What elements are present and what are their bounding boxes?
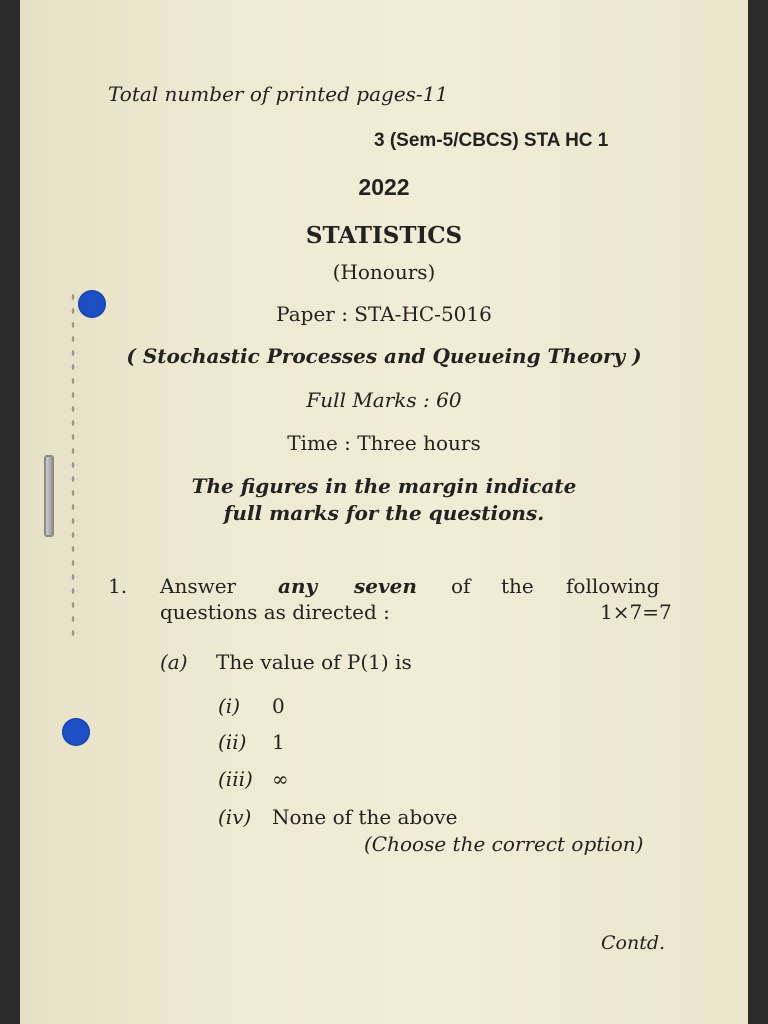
option-label: (ii) (218, 730, 247, 754)
question-text: questions as directed : (160, 600, 390, 624)
instruction: (Choose the correct option) (364, 832, 644, 856)
printed-pages-note: Total number of printed pages-11 (108, 82, 449, 106)
question-word: the (501, 574, 534, 598)
exam-year: 2022 (358, 174, 410, 200)
option-label: (iii) (218, 767, 253, 791)
punch-hole (62, 718, 90, 746)
option-text: 1 (272, 730, 285, 754)
question-marks: 1×7=7 (600, 600, 672, 624)
honours-label: (Honours) (332, 260, 436, 284)
option-text: ∞ (272, 767, 289, 791)
option-text: 0 (272, 694, 285, 718)
marks-note-line1: The figures in the margin indicate (191, 474, 577, 498)
subject-title: STATISTICS (305, 222, 463, 249)
question-number: 1. (108, 574, 128, 598)
question-word: of (451, 574, 471, 598)
paper-number: Paper : STA-HC-5016 (276, 302, 492, 326)
option-label: (i) (218, 694, 241, 718)
question-word: seven (354, 574, 417, 598)
question-word: following (566, 574, 660, 598)
option-text: None of the above (272, 805, 458, 829)
perforation (70, 290, 78, 640)
paper-title: ( Stochastic Processes and Queueing Theory ) (126, 344, 642, 368)
marks-note-line2: full marks for the questions. (223, 501, 545, 525)
question-word: any (278, 574, 318, 598)
option-label: (iv) (218, 805, 252, 829)
paper-code: 3 (Sem-5/CBCS) STA HC 1 (374, 130, 609, 151)
continued-label: Contd. (601, 932, 666, 954)
sub-question-text: The value of P(1) is (216, 650, 412, 674)
question-word: Answer (160, 574, 237, 598)
sub-question-label: (a) (160, 650, 188, 674)
full-marks: Full Marks : 60 (306, 388, 462, 412)
time-allowed: Time : Three hours (287, 431, 481, 455)
